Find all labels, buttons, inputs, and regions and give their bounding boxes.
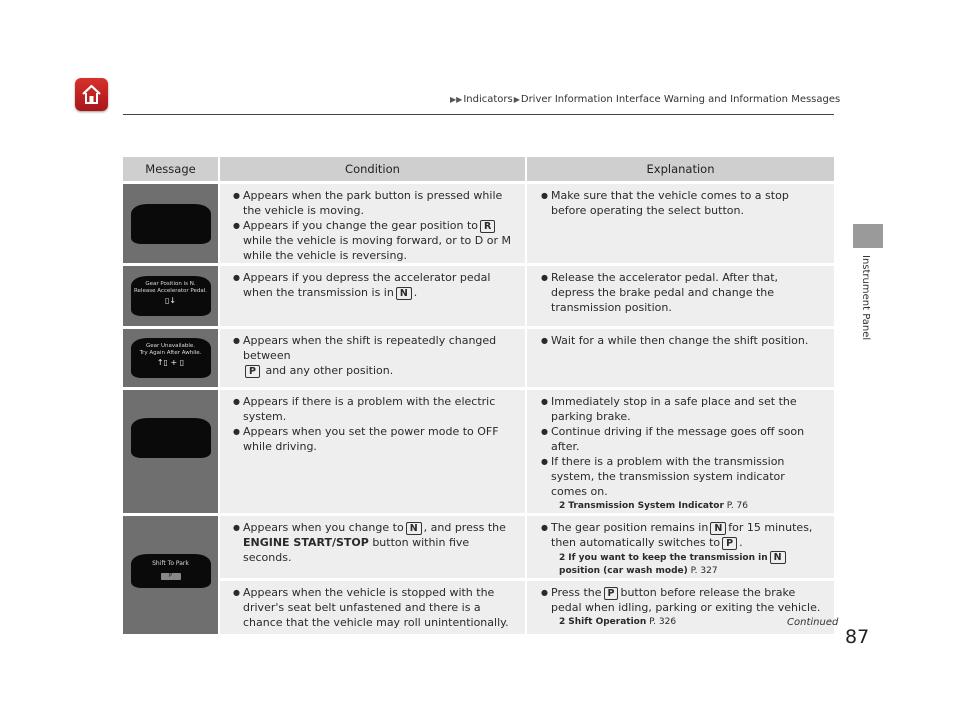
gear-key-badge: N: [770, 551, 786, 564]
condition-bullet: ● Appears if there is a problem with the electric system.: [233, 394, 519, 424]
condition-cell: [218, 266, 525, 326]
condition-cell: [218, 390, 525, 513]
condition-cell: [218, 184, 525, 263]
explanation-bullet: ● Immediately stop in a safe place and set the parking brake.: [541, 394, 824, 424]
condition-bullet: ● Appears when the vehicle is stopped with the driver's seat belt unfastened and there is a chance that the vehicle may roll unintentionally.: [233, 585, 519, 630]
section-tab[interactable]: [853, 224, 883, 248]
explanation-bullet: ● Wait for a while then change the shift position.: [541, 333, 824, 348]
table-row: [123, 581, 834, 634]
table-row: [123, 184, 834, 263]
breadcrumb-arrow-icon: ▶▶: [450, 95, 463, 104]
table-row: [123, 516, 834, 578]
page-number: 87: [845, 626, 870, 648]
display-screen: Gear Position is N. Release Accelerator Pedal. ▯↓: [131, 276, 211, 316]
explanation-bullet: ● The gear position remains in N for 15 minutes, then automatically switches to P .: [541, 520, 824, 550]
accelerator-pedal-icon: ▯↓: [164, 296, 177, 305]
page-reference[interactable]: 2 Transmission System Indicator P. 76: [559, 501, 748, 511]
park-key-badge: P: [161, 573, 181, 580]
explanation-bullet: ● If there is a problem with the transmission system, the transmission system indicator comes on.: [541, 454, 824, 499]
blank-display-screen: [131, 204, 211, 244]
condition-cell: [218, 329, 525, 387]
display-screen: Shift To Park P: [131, 554, 211, 588]
table-row: [123, 390, 834, 513]
home-icon: [80, 83, 103, 106]
page-reference[interactable]: 2 Shift Operation P. 326: [559, 617, 677, 627]
breadcrumb-arrow-icon: ▶: [513, 95, 520, 104]
breadcrumb: [449, 94, 840, 105]
explanation-cell: [525, 516, 834, 578]
condition-cell: [218, 581, 525, 634]
header-explanation: Explanation: [525, 157, 834, 181]
condition-bullet: ● Appears if you depress the accelerator pedal when the transmission is in N .: [233, 270, 519, 300]
message-image: [123, 329, 218, 387]
condition-bullet: ● Appears when you set the power mode to OFF while driving.: [233, 424, 519, 454]
condition-cell: [218, 516, 525, 578]
explanation-bullet: ● Release the accelerator pedal. After that, depress the brake pedal and change the transmission position.: [541, 270, 824, 315]
header-rule: [123, 114, 834, 115]
reference-arrow-icon: 2: [559, 501, 566, 511]
gear-key-badge: P: [604, 587, 619, 600]
explanation-bullet: ● Continue driving if the message goes off soon after.: [541, 424, 824, 454]
condition-bullet: ● Appears when the shift is repeatedly changed between P and any other position.: [233, 333, 519, 378]
gear-key-badge: P: [245, 365, 260, 378]
gear-key-badge: P: [722, 537, 737, 550]
breadcrumb-part2[interactable]: Driver Information Interface Warning and Information Messages: [520, 94, 841, 105]
display-screen: Gear Unavailable. Try Again After Awhile. ↑▯ + ▯: [131, 338, 211, 378]
header-condition: Condition: [218, 157, 525, 181]
message-image: [123, 184, 218, 263]
table-header-row: [123, 157, 834, 181]
explanation-cell: [525, 329, 834, 387]
explanation-bullet: ● Make sure that the vehicle comes to a stop before operating the select button.: [541, 188, 824, 218]
continued-label: Continued: [787, 617, 839, 628]
explanation-bullet: ● Press the P button before release the brake pedal when idling, parking or exiting the vehicle.: [541, 585, 824, 615]
gear-key-badge: R: [480, 220, 495, 233]
section-label: Instrument Panel: [860, 255, 871, 341]
explanation-cell: [525, 266, 834, 326]
table-row: [123, 329, 834, 387]
message-image: [123, 390, 218, 513]
header-message: Message: [123, 157, 218, 181]
reference-arrow-icon: 2: [559, 553, 566, 563]
messages-table: [123, 157, 834, 634]
breadcrumb-part1[interactable]: Indicators: [463, 94, 513, 105]
page-reference[interactable]: 2 If you want to keep the transmission in N position (car wash mode) P. 327: [541, 551, 824, 578]
blank-display-screen: [131, 418, 211, 458]
gear-key-badge: N: [710, 522, 726, 535]
table-row: [123, 266, 834, 326]
reference-arrow-icon: 2: [559, 617, 566, 627]
shift-pedal-icon: ↑▯ + ▯: [156, 358, 185, 367]
message-image: [123, 266, 218, 326]
condition-bullet: ● Appears when you change to N , and press the ENGINE START/STOP button within five seconds.: [233, 520, 519, 565]
gear-key-badge: N: [396, 287, 412, 300]
gear-key-badge: N: [406, 522, 422, 535]
message-image: [123, 516, 218, 634]
explanation-cell: [525, 390, 834, 513]
home-button[interactable]: [75, 78, 108, 111]
condition-bullet: ● Appears if you change the gear position to Rwhile the vehicle is moving forward, or to D or M while the vehicle is reversing.: [233, 218, 519, 263]
condition-bullet: ● Appears when the park button is pressed while the vehicle is moving.: [233, 188, 519, 218]
explanation-cell: [525, 184, 834, 263]
